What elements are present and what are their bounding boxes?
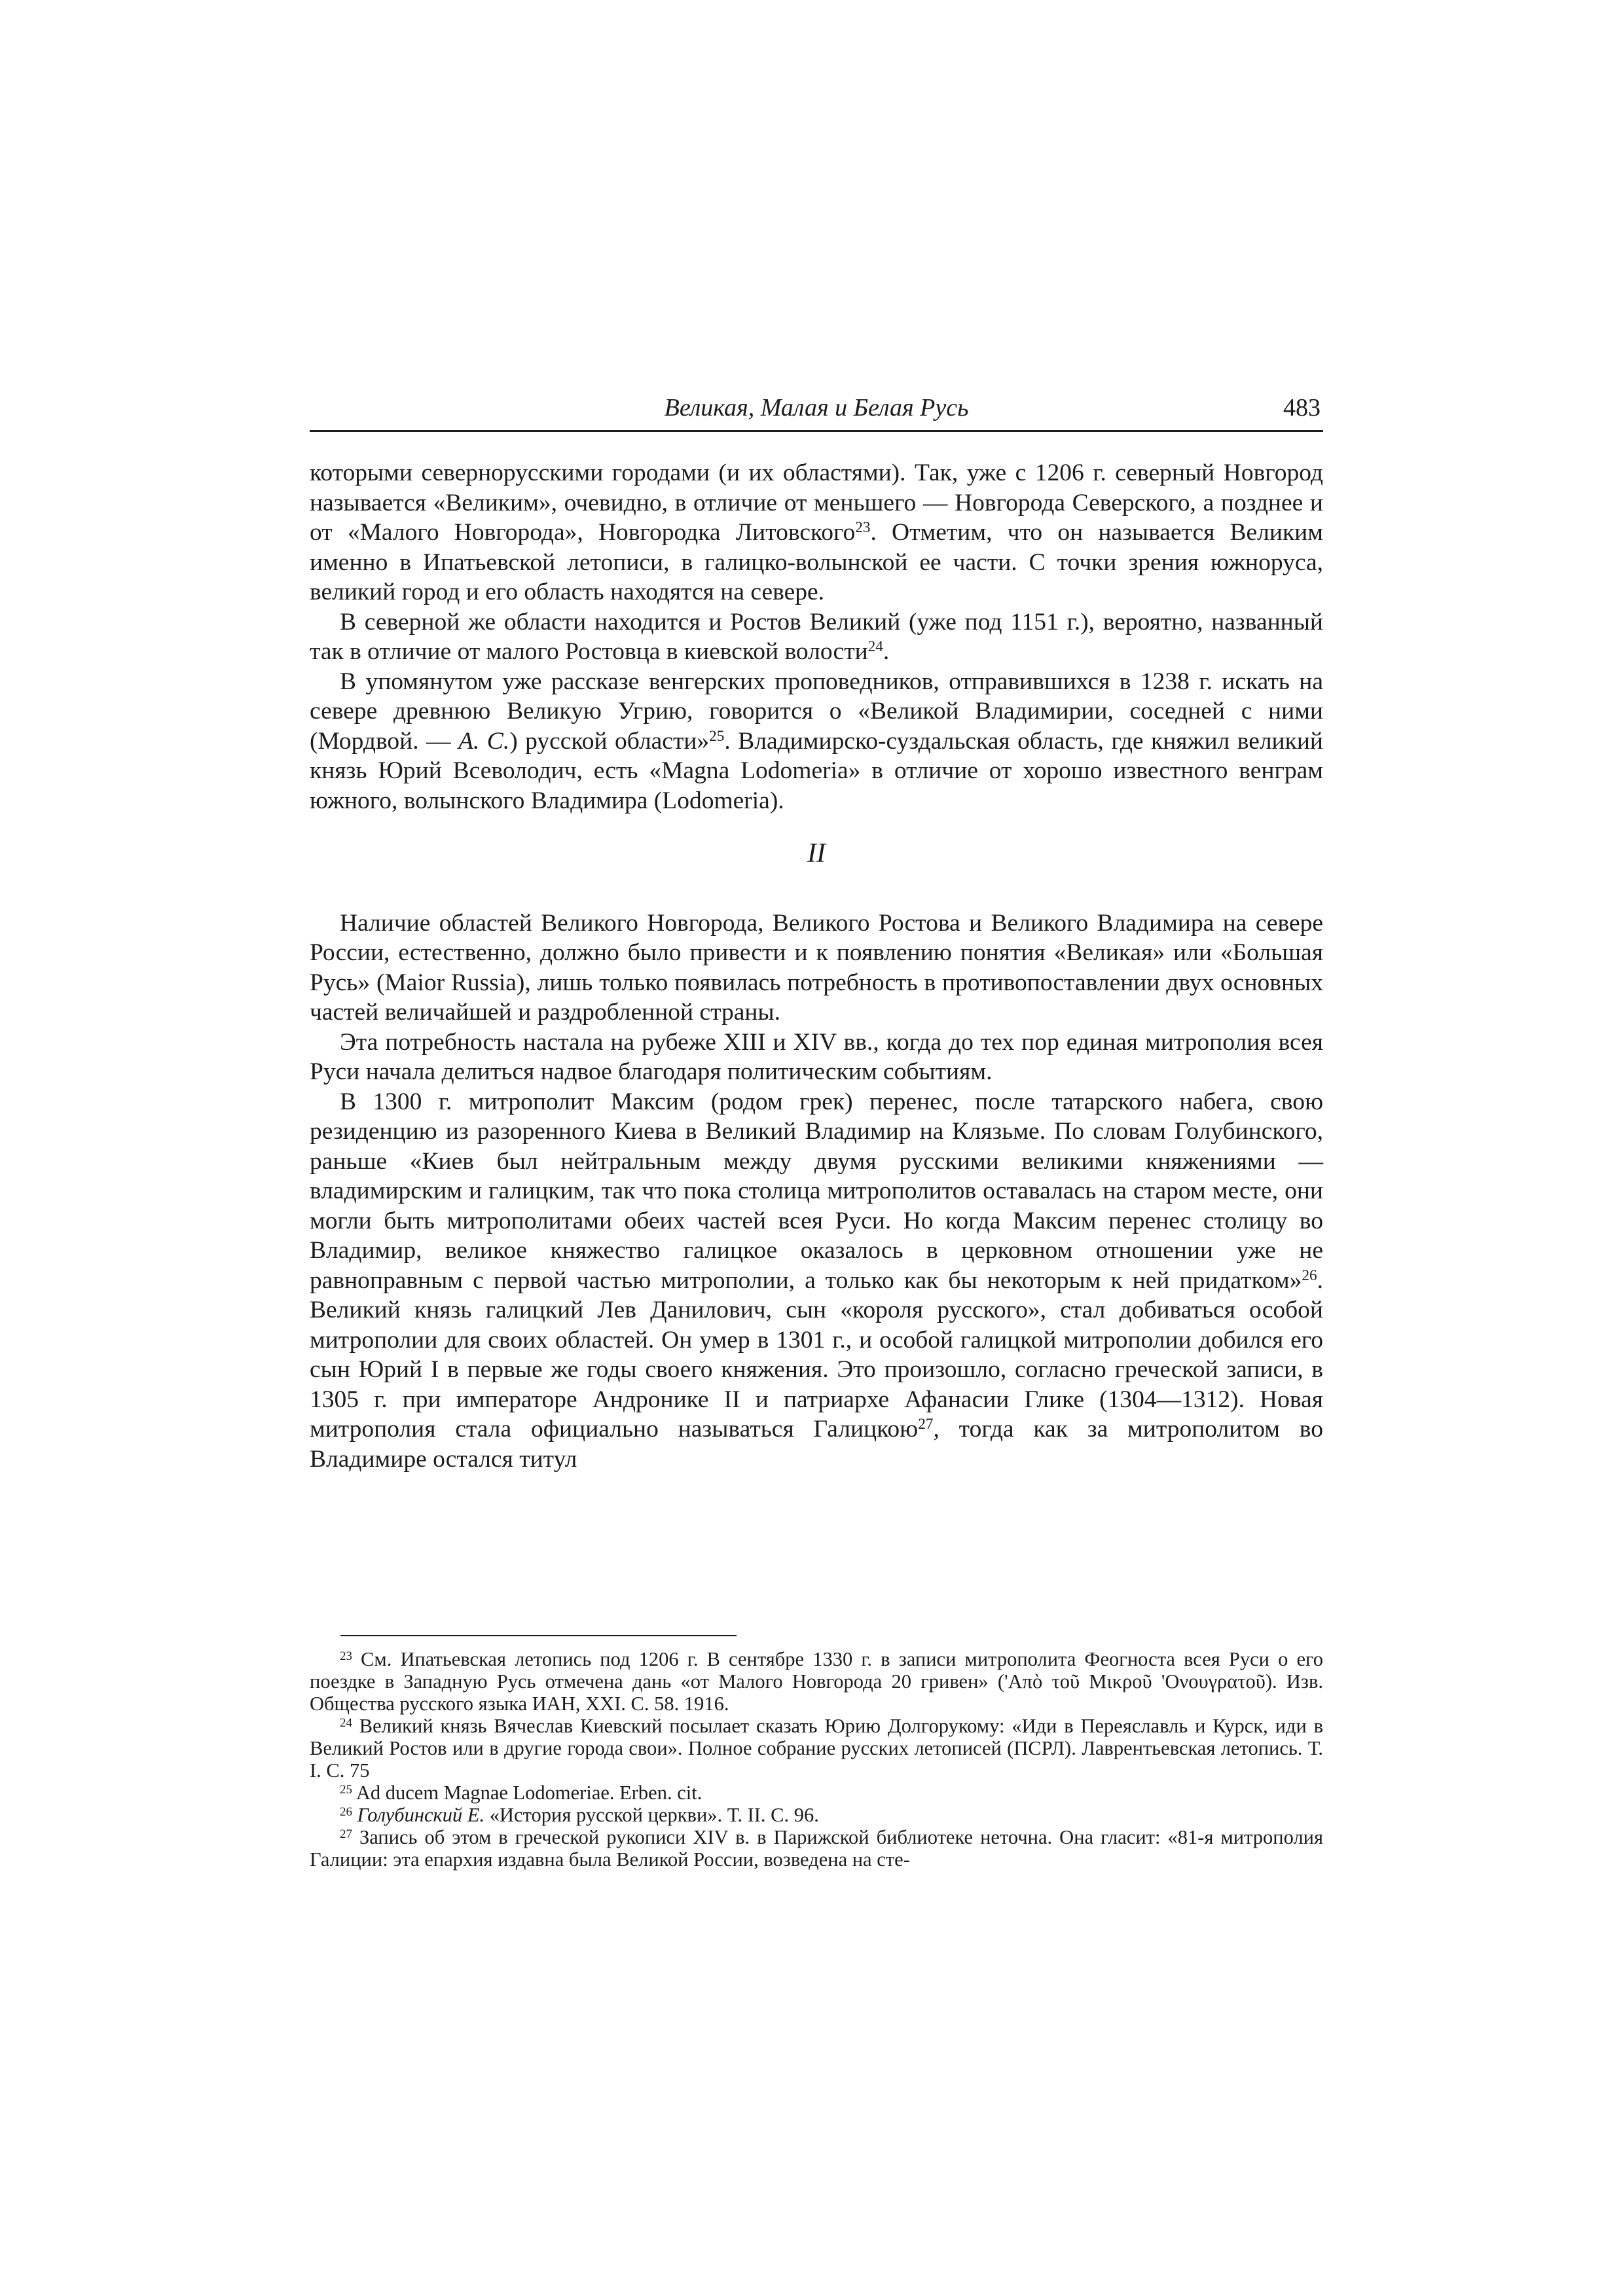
paragraph [310,607,1323,667]
footnote-ref: 26 [1302,1266,1317,1284]
footnote-number: 26 [340,1804,352,1819]
paragraph [310,667,1323,816]
paragraph-text: В северной же области находится и Ростов Великий (уже под 1151 г.), вероятно, названный так в отличие от малого Ростовца в киевской волости [310,608,1323,665]
paragraph [310,458,1323,607]
paragraph-text: , тогда как за митрополитом во Владимире остался титул [310,1416,1324,1473]
footnote-ref: 24 [867,638,883,656]
paragraph-text: . [883,638,890,665]
footnote-ref: 23 [855,519,871,537]
footnote-number: 24 [340,1715,352,1730]
page-number: 483 [1283,394,1321,422]
footnote-number: 25 [340,1782,352,1797]
running-title: Великая, Малая и Белая Русь [664,394,969,422]
footnote-ref: 27 [918,1416,934,1433]
paragraph: Эта потребность настала на рубеже XIII и XIV вв., когда до тех пор единая митрополия всея Руси начала делиться надвое благодаря политическим событиям. [310,1028,1323,1085]
main-text [310,458,1323,1474]
footnote-text: Великий князь Вячеслав Киевский посылает сказать Юрию Долгорукому: «Иди в Переяславль и Курск, иди в Великий Ростов или в другие города свои». Полное собрание русских летописей (ПСРЛ). Лаврентьевская летопись. Т. I. С. 75 [310,1715,1324,1782]
section-heading: II [807,838,826,869]
footnote-divider [340,1635,737,1636]
paragraph [310,1087,1323,1475]
page-header [310,389,1323,432]
footnote [310,1782,1323,1804]
footnote-number: 23 [340,1649,352,1663]
paragraph-text: В 1300 г. митрополит Максим (родом грек) перенес, после татарского набега, свою резиденцию из разоренного Киева в Великий Владимир на Клязьме. По словам Голубинского, раньше «Киев был нейтральным между двумя русскими великими княжениями — владимирским и галицким, так что пока столица митрополитов оставалась на старом месте, они могли быть митрополитами обеих частей всея Руси. Но когда Максим перенес столицу во Владимир, великое княжество галицкое оказалось в церковном отношении уже не равноправным с первой частью митрополии, а только как бы некоторым к ней придатком» [310,1088,1323,1294]
footnote-number: 27 [340,1827,352,1841]
paragraph-text: ) русской области» [509,727,710,755]
footnote [310,1826,1323,1871]
paragraph-text: . Отметим, что он называется Великим именно в Ипатьевской летописи, в галицко-волынской ее части. С точки зрения южноруса, великий город и его область находятся на севере. [310,519,1323,605]
footnote-text: См. Ипатьевская летопись под 1206 г. В сентябре 1330 г. в записи митрополита Феогноста всея Руси о его поездке в Западную Русь отмечена дань «от Малого Новгорода 20 гривен» ('Απὸ τοῦ Μικροῦ 'Ονουγρατοῦ). Изв. Общества русского языка ИАН, XXI. С. 58. 1916. [310,1648,1324,1715]
paragraph-text: . Великий князь галицкий Лев Данилович, сын «короля русского», стал добиваться особой митрополии для своих областей. Он умер в 1301 г., и особой галицкой митрополии добился его сын Юрий I в первые же годы своего княжения. Это произошло, согласно греческой записи, в 1305 г. при императоре Андронике II и патриархе Афанасии Глике (1304—1312). Новая митрополия стала официально называться Галицкою [310,1266,1323,1443]
paragraph-text: В упомянутом уже рассказе венгерских проповедников, отправившихся в 1238 г. искать на севере древнюю Великую Угрию, говорится о «Великой Владимирии, соседней с ними (Мордвой. — [310,668,1323,755]
footnote [310,1804,1323,1826]
footnote-text: Запись об этом в греческой рукописи XIV в. в Парижской библиотеке неточна. Она гласит: «81-я митрополия Галиции: эта епархия издавна была Великой России, возведена на сте- [310,1826,1324,1871]
paragraph: Наличие областей Великого Новгорода, Великого Ростова и Великого Владимира на севере России, естественно, должно было привести и к появлению понятия «Великая» или «Большая Русь» (Maior Russia), лишь только появилась потребность в противопоставлении двух основных частей величайшей и раздробленной страны. [310,909,1323,1026]
footnote [310,1648,1323,1715]
paragraph-text: которыми севернорусскими городами (и их областями). Так, уже с 1206 г. северный Новгород называется «Великим», очевидно, в отличие от меньшего — Новгорода Северского, а позднее и от «Малого Новгорода», Новгородка Литовского [310,459,1323,546]
footnote-author: Голубинский Е. [357,1804,485,1826]
author-initials: А. С. [458,727,510,755]
footnote-ref: 25 [709,727,725,745]
footnote [310,1715,1323,1782]
footnotes [310,1648,1323,1871]
paragraph-text: . Владимирско-суздальская область, где княжил великий князь Юрий Всеволодич, есть «Magna Lodomeria» в отличие от хорошо известного венграм южного, волынского Владимира (Lodomeria). [310,727,1323,814]
footnote-text: «История русской церкви». Т. II. С. 96. [484,1804,819,1826]
footnote-text: Ad ducem Magnae Lodomeriae. Erben. cit. [356,1782,702,1804]
